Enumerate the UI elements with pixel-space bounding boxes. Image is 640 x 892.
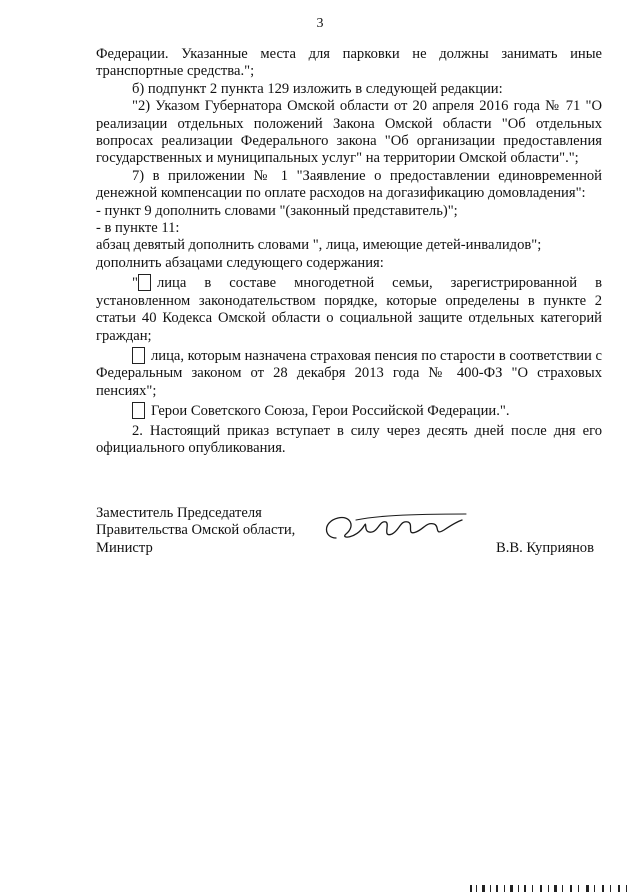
quote-mark: " xyxy=(132,275,138,292)
signatory-name: В.В. Куприянов xyxy=(496,540,594,556)
document-body xyxy=(96,46,602,457)
signatory-position xyxy=(96,505,295,557)
paragraph-point-9: - пункт 9 дополнить словами "(законный представитель)"; xyxy=(96,202,458,219)
page-number: 3 xyxy=(316,16,324,31)
position-line: Правительства Омской области, xyxy=(96,522,296,539)
checkbox-item-large-family xyxy=(96,274,602,345)
checkbox-item-heroes xyxy=(96,402,602,420)
paragraph-subitem-6: б) подпункт 2 пункта 129 изложить в следующей редакции: xyxy=(132,80,503,97)
checkbox-icon xyxy=(138,274,151,291)
paragraph-add-abzacs: дополнить абзацами следующего содержания: xyxy=(96,254,384,271)
paragraph-decree-quote: "2) Указом Губернатора Омской области от 20 апреля 2016 года № 71 "О реализации отдельных положений Закона Омской области "Об отдельных вопросах реализации Федерального закона "Об организации предоставления государственных и муниципальных услуг" на территории Омской области"."; xyxy=(96,98,602,167)
checkbox-icon xyxy=(132,402,145,419)
checkbox-item-pension xyxy=(96,347,602,400)
position-line: Заместитель Председателя xyxy=(96,505,262,521)
checkbox-item-text: лица в составе многодетной семьи, зарегистрированной в установленном законодательством порядке, которые определены в пункте 2 статьи 40 Кодекса Омской области о социальной защите отдельных категорий граждан; xyxy=(96,275,602,344)
paragraph-effective-date: 2. Настоящий приказ вступает в силу через десять дней после дня его официального опубликования. xyxy=(96,422,602,456)
paragraph-point-11: - в пункте 11: xyxy=(96,220,180,237)
position-line: Министр xyxy=(96,539,153,556)
checkbox-item-text: лица, которым назначена страховая пенсия по старости в соответствии с Федеральным законом от 28 декабря 2013 года № 400-ФЗ "О страховых пенсиях"; xyxy=(96,347,602,399)
scan-barcode-edge xyxy=(460,884,640,892)
paragraph-ninth-abzac: абзац девятый дополнить словами ", лица, имеющие детей-инвалидов"; xyxy=(96,237,542,254)
handwritten-signature xyxy=(316,508,476,548)
paragraph-continuation: Федерации. Указанные места для парковки не должны занимать иные транспортные средства."; xyxy=(96,46,602,80)
checkbox-item-text: Герои Советского Союза, Герои Российской Федерации.". xyxy=(151,403,510,420)
paragraph-item-7: 7) в приложении № 1 "Заявление о предоставлении единовременной денежной компенсации по оплате расходов на догазификацию домовладения": xyxy=(96,167,602,202)
checkbox-icon xyxy=(132,347,145,364)
